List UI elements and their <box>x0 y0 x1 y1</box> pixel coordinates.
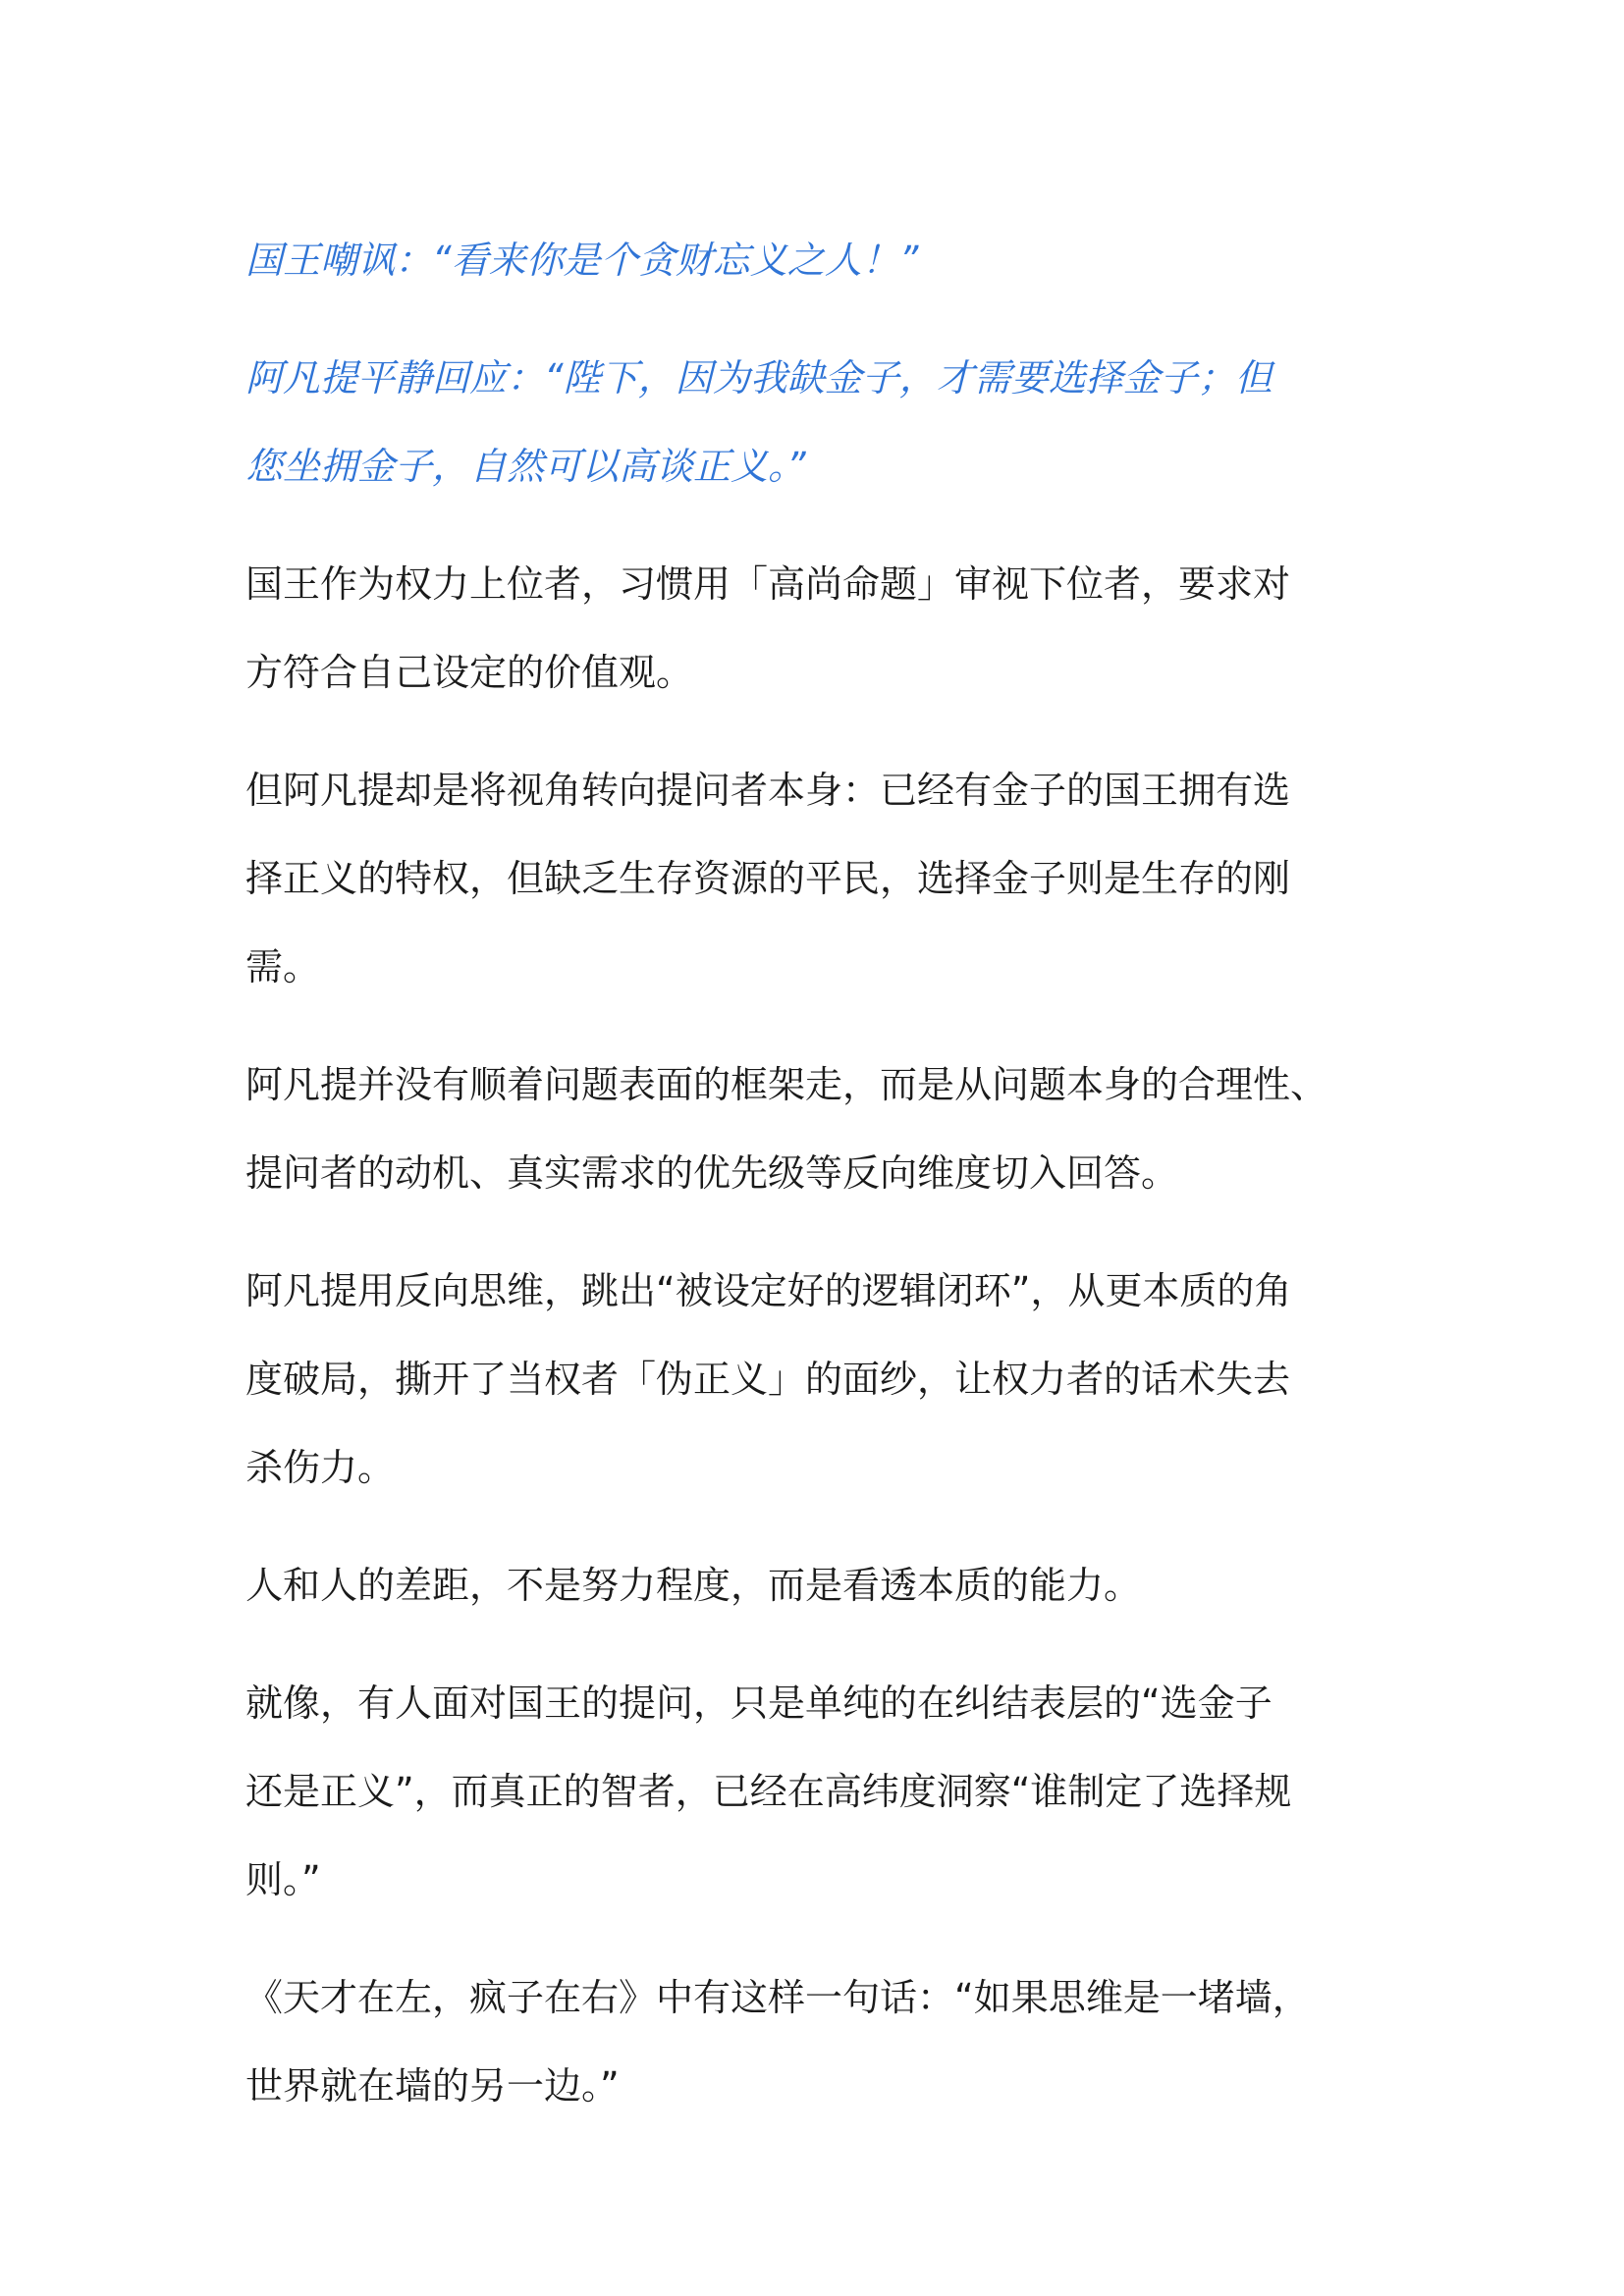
text-line: 阿凡提并没有顺着问题表面的框架走，而是从问题本身的合理性、 <box>245 1063 1328 1106</box>
paragraph-reverse-thinking <box>245 1247 1384 1512</box>
quote-afanti-reply <box>245 334 1384 510</box>
text-line: 方符合自己设定的价值观。 <box>245 651 694 694</box>
text-line: 《天才在左，疯子在右》中有这样一句话：“如果思维是一堵墙， <box>245 1976 1310 2019</box>
paragraph-king-power <box>245 540 1384 717</box>
paragraph-perspective-shift <box>245 746 1384 1011</box>
text-line: 但阿凡提却是将视角转向提问者本身：已经有金子的国王拥有选 <box>245 769 1291 812</box>
text-line: 还是正义”，而真正的智者，已经在高纬度洞察“谁制定了选择规 <box>245 1770 1292 1813</box>
paragraph-book-quote <box>245 1953 1384 2130</box>
text-line: 国王作为权力上位者，习惯用「高尚命题」审视下位者，要求对 <box>245 562 1291 606</box>
text-line: 度破局，撕开了当权者「伪正义」的面纱，让权力者的话术失去 <box>245 1358 1291 1401</box>
text-line: 提问者的动机、真实需求的优先级等反向维度切入回答。 <box>245 1151 1179 1195</box>
text-line: 需。 <box>245 945 321 988</box>
text-line: 人和人的差距，不是努力程度，而是看透本质的能力。 <box>245 1564 1142 1607</box>
paragraph-gap <box>245 1541 1384 1629</box>
text-line: 国王嘲讽：“看来你是个贪财忘义之人！” <box>245 239 919 282</box>
text-line: 则。” <box>245 1858 321 1901</box>
text-line: 世界就在墙的另一边。” <box>245 2064 620 2108</box>
text-line: 您坐拥金子，自然可以高谈正义。” <box>245 445 806 488</box>
text-line: 择正义的特权，但缺乏生存资源的平民，选择金子则是生存的刚 <box>245 857 1291 900</box>
text-line: 就像，有人面对国王的提问，只是单纯的在纠结表层的“选金子 <box>245 1682 1272 1725</box>
text-line: 阿凡提平静回应：“陛下，因为我缺金子，才需要选择金子；但 <box>245 356 1272 400</box>
paragraph-wise-man <box>245 1659 1384 1924</box>
document-body <box>245 216 1384 2160</box>
quote-king-mock <box>245 216 1384 304</box>
text-line: 杀伤力。 <box>245 1446 396 1489</box>
text-line: 阿凡提用反向思维，跳出“被设定好的逻辑闭环”，从更本质的角 <box>245 1269 1292 1312</box>
paragraph-reverse-dimension <box>245 1041 1384 1217</box>
